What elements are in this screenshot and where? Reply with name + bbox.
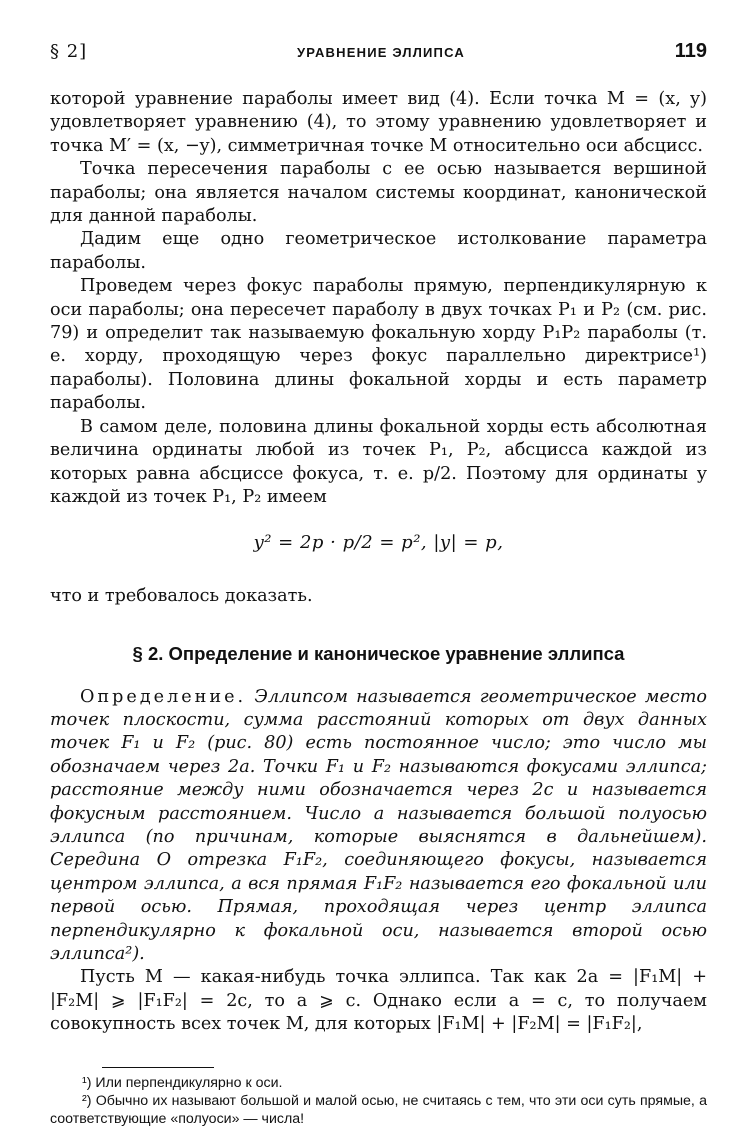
header-section: § 2] [50,41,88,62]
running-header [50,40,707,74]
footnote-divider [102,1067,214,1068]
page-number: 119 [674,40,707,62]
section-heading: § 2. Определение и каноническое уравнение эллипса [132,643,625,665]
paragraph-focal-chord: Проведем через фокус параболы прямую, перпендикулярную к оси параболы; она пересечет параболу в двух точках P₁ и P₂ (см. рис. 79) и определит так называемую фокальную хорду P₁P₂ параболы (т. е. хорду, проходящую через фокус параллельно директрисе¹) параболы). Половина длины фокальной хорды и есть параметр параболы. [50,276,707,414]
footnote-2: ²) Обычно их называют большой и малой осью, не считаясь с тем, что эти оси суть прямые, а соответствующие «полуоси» — числа! [50,1092,707,1127]
paragraph-ellipse-point: Пусть M — какая-нибудь точка эллипса. Так как 2a = |F₁M| + |F₂M| ⩾ |F₁F₂| = 2c, то a ⩾ c. Однако если a = c, то получаем совокупность всех точек M, для которых |F₁M| + |F₂M| = |F₁F₂|, [50,967,707,1035]
definition-label: Определение. [80,686,247,707]
paragraph-continuation: которой уравнение параболы имеет вид (4). Если точка M = (x, y) удовлетворяет уравнению (4), то этому уравнению удовлетворяет и точка M′ = (x, −y), симметричная точке M относительно оси абсцисс. [50,89,707,156]
paragraph-proof: В самом деле, половина длины фокальной хорды есть абсолютная величина ординаты любой из точек P₁, P₂, абсцисса каждой из которых равна абсциссе фокуса, т. е. p/2. Поэтому для ординаты y каждой из точек P₁, P₂ имеем [50,416,707,507]
paragraph-vertex: Точка пересечения параболы с ее осью называется вершиной параболы; она является началом системы координат, канонической для данной параболы. [50,159,707,227]
footnote-1: ¹) Или перпендикулярно к оси. [82,1074,283,1091]
formula: y² = 2p · p/2 = p², |y| = p, [253,532,504,554]
paragraph-definition [50,686,707,967]
definition-body: Эллипсом называется геометрическое место точек плоскости, сумма расстояний которых от двух данных точек F₁ и F₂ (рис. 80) есть постоянное число; это число мы обозначаем через 2a. Точки F₁ и F₂ называются фокусами эллипса; расстояние между ними обозначается через 2c и называется фокусным расстоянием. Число a называется большой полуосью эллипса (по причинам, которые выяснятся в дальнейшем). Середина O отрезка F₁F₂, соединяющего фокусы, называется центром эллипса, а вся прямая F₁F₂ называется его фокальной или первой осью. Прямая, проходящая через центр эллипса перпендикулярно к фокальной оси, называется второй осью эллипса²). [50,686,707,964]
header-title: УРАВНЕНИЕ ЭЛЛИПСА [296,45,465,60]
paragraph-interpretation: Дадим еще одно геометрическое истолкование параметра параболы. [50,229,707,273]
paragraph-qed: что и требовалось доказать. [50,585,313,606]
